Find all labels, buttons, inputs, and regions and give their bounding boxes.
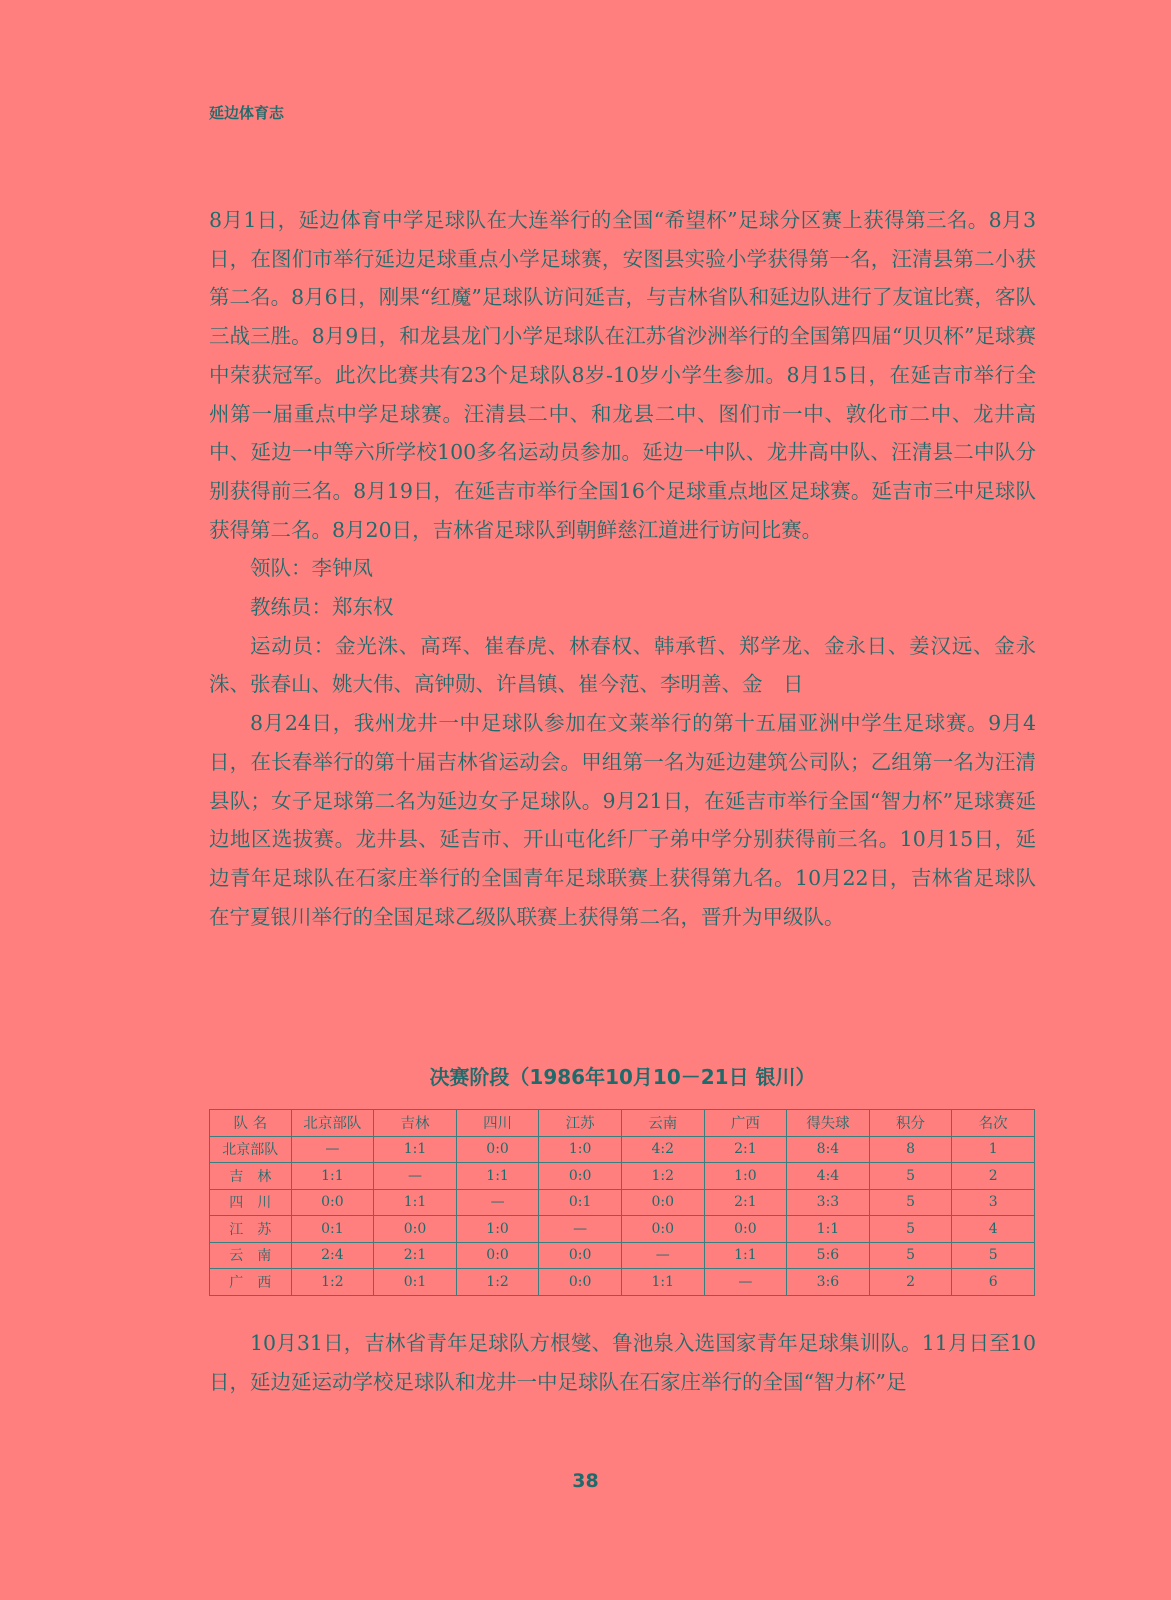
table-row — [210, 1242, 1035, 1269]
table-cell: 4:4 — [787, 1163, 870, 1190]
table-cell: 0:0 — [539, 1163, 622, 1190]
table-cell: — — [456, 1189, 539, 1216]
column-header: 积分 — [869, 1110, 952, 1137]
table-cell: 5 — [869, 1242, 952, 1269]
table-cell: 1:0 — [704, 1163, 787, 1190]
table-cell: 2 — [952, 1163, 1035, 1190]
paragraph: 8月24日，我州龙井一中足球队参加在文莱举行的第十五届亚洲中学生足球赛。9月4日，在长春举行的第十届吉林省运动会。甲组第一名为延边建筑公司队；乙组第一名为汪清县队；女子足球第二名为延边女子足球队。9月21日，在延吉市举行全国“智力杯”足球赛延边地区选拔赛。龙井县、延吉市、开山屯化纤厂子弟中学分别获得前三名。10月15日，延边青年足球队在石家庄举行的全国青年足球联赛上获得第九名。10月22日，吉林省足球队在宁夏银川举行的全国足球乙级队联赛上获得第二名，晋升为甲级队。 — [209, 711, 1036, 929]
table-cell: 0:0 — [291, 1189, 374, 1216]
column-header: 北京部队 — [291, 1110, 374, 1137]
team-name-cell: 四 川 — [210, 1189, 292, 1216]
table-cell: 5 — [869, 1216, 952, 1243]
paragraph: 领队：李钟凤 — [250, 556, 373, 581]
table-cell: 8:4 — [787, 1136, 870, 1163]
column-header: 云南 — [621, 1110, 704, 1137]
table-row — [210, 1216, 1035, 1243]
table-cell: 2:4 — [291, 1242, 374, 1269]
column-header: 江苏 — [539, 1110, 622, 1137]
results-table — [209, 1109, 1035, 1296]
table-row — [210, 1136, 1035, 1163]
table-cell: — — [621, 1242, 704, 1269]
table-cell: 1:1 — [291, 1163, 374, 1190]
paragraph: 教练员：郑东权 — [250, 595, 394, 620]
table-cell: 3:6 — [787, 1269, 870, 1296]
table-cell: 0:0 — [621, 1189, 704, 1216]
table-cell: 6 — [952, 1269, 1035, 1296]
table-body — [210, 1136, 1035, 1295]
table-cell: 1:1 — [787, 1216, 870, 1243]
table-cell: 3 — [952, 1189, 1035, 1216]
column-header: 吉林 — [374, 1110, 457, 1137]
column-header: 广西 — [704, 1110, 787, 1137]
table-cell: 2 — [869, 1269, 952, 1296]
table-cell: 0:0 — [621, 1216, 704, 1243]
table-row — [210, 1163, 1035, 1190]
table-cell: 1:0 — [539, 1136, 622, 1163]
table-cell: 1 — [952, 1136, 1035, 1163]
table-cell: — — [704, 1269, 787, 1296]
table-header-row — [210, 1110, 1035, 1137]
team-name-cell: 吉 林 — [210, 1163, 292, 1190]
column-header: 四川 — [456, 1110, 539, 1137]
team-name-cell: 江 苏 — [210, 1216, 292, 1243]
table-cell: 1:1 — [374, 1136, 457, 1163]
table-cell: 0:0 — [539, 1242, 622, 1269]
team-name-cell: 北京部队 — [210, 1136, 292, 1163]
column-header: 名次 — [952, 1110, 1035, 1137]
table-cell: 5 — [869, 1189, 952, 1216]
table-cell: 5:6 — [787, 1242, 870, 1269]
table-cell: 0:1 — [291, 1216, 374, 1243]
column-header: 队 名 — [210, 1110, 292, 1137]
table-cell: 1:2 — [621, 1163, 704, 1190]
table-cell: 3:3 — [787, 1189, 870, 1216]
paragraph: 运动员：金光洙、高珲、崔春虎、林春权、韩承哲、郑学龙、金永日、姜汉远、金永洙、张春山、姚大伟、高钟勋、许昌镇、崔今范、李明善、金 日 — [209, 633, 1036, 697]
column-header: 得失球 — [787, 1110, 870, 1137]
table-cell: 1:1 — [621, 1269, 704, 1296]
table-cell: 4 — [952, 1216, 1035, 1243]
table-cell: 8 — [869, 1136, 952, 1163]
table-row — [210, 1189, 1035, 1216]
table-cell: 1:1 — [704, 1242, 787, 1269]
team-name-cell: 广 西 — [210, 1269, 292, 1296]
table-cell: 1:2 — [456, 1269, 539, 1296]
table-cell: 1:2 — [291, 1269, 374, 1296]
body-text-bottom — [209, 1324, 1036, 1401]
paragraph: 10月31日，吉林省青年足球队方根燮、鲁池泉入选国家青年足球集训队。11月日至10日，延边延运动学校足球队和龙井一中足球队在石家庄举行的全国“智力杯”足 — [209, 1331, 1036, 1394]
table-cell: — — [374, 1163, 457, 1190]
running-header: 延边体育志 — [209, 104, 285, 122]
table-cell: 1:0 — [456, 1216, 539, 1243]
table-cell: — — [291, 1136, 374, 1163]
body-text-top — [209, 201, 1036, 936]
table-cell: 1:1 — [456, 1163, 539, 1190]
table-cell: 0:1 — [374, 1269, 457, 1296]
table-cell: 0:0 — [539, 1269, 622, 1296]
table-cell: 2:1 — [704, 1136, 787, 1163]
table-row — [210, 1269, 1035, 1296]
table-cell: 2:1 — [704, 1189, 787, 1216]
table-cell: 5 — [952, 1242, 1035, 1269]
page-number: 38 — [572, 1470, 599, 1492]
table-cell: 0:0 — [374, 1216, 457, 1243]
table-cell: 0:0 — [704, 1216, 787, 1243]
table-cell: — — [539, 1216, 622, 1243]
table-cell: 2:1 — [374, 1242, 457, 1269]
table-cell: 0:0 — [456, 1136, 539, 1163]
table-cell: 4:2 — [621, 1136, 704, 1163]
paragraph: 8月1日，延边体育中学足球队在大连举行的全国“希望杯”足球分区赛上获得第三名。8月3日，在图们市举行延边足球重点小学足球赛，安图县实验小学获得第一名，汪清县第二小获第二名。8月6日，刚果“红魔”足球队访问延吉，与吉林省队和延边队进行了友谊比赛，客队三战三胜。8月9日，和龙县龙门小学足球队在江苏省沙洲举行的全国第四届“贝贝杯”足球赛中荣获冠军。此次比赛共有23个足球队8岁-10岁小学生参加。8月15日，在延吉市举行全州第一届重点中学足球赛。汪清县二中、和龙县二中、图们市一中、敦化市二中、龙井高中、延边一中等六所学校100多名运动员参加。延边一中队、龙井高中队、汪清县二中队分别获得前三名。8月19日，在延吉市举行全国16个足球重点地区足球赛。延吉市三中足球队获得第二名。8月20日，吉林省足球队到朝鲜慈江道进行访问比赛。 — [209, 208, 1036, 542]
table-cell: 5 — [869, 1163, 952, 1190]
table-title: 决赛阶段（1986年10月10－21日 银川） — [429, 1065, 816, 1089]
team-name-cell: 云 南 — [210, 1242, 292, 1269]
table-cell: 0:1 — [539, 1189, 622, 1216]
table-cell: 0:0 — [456, 1242, 539, 1269]
table-cell: 1:1 — [374, 1189, 457, 1216]
